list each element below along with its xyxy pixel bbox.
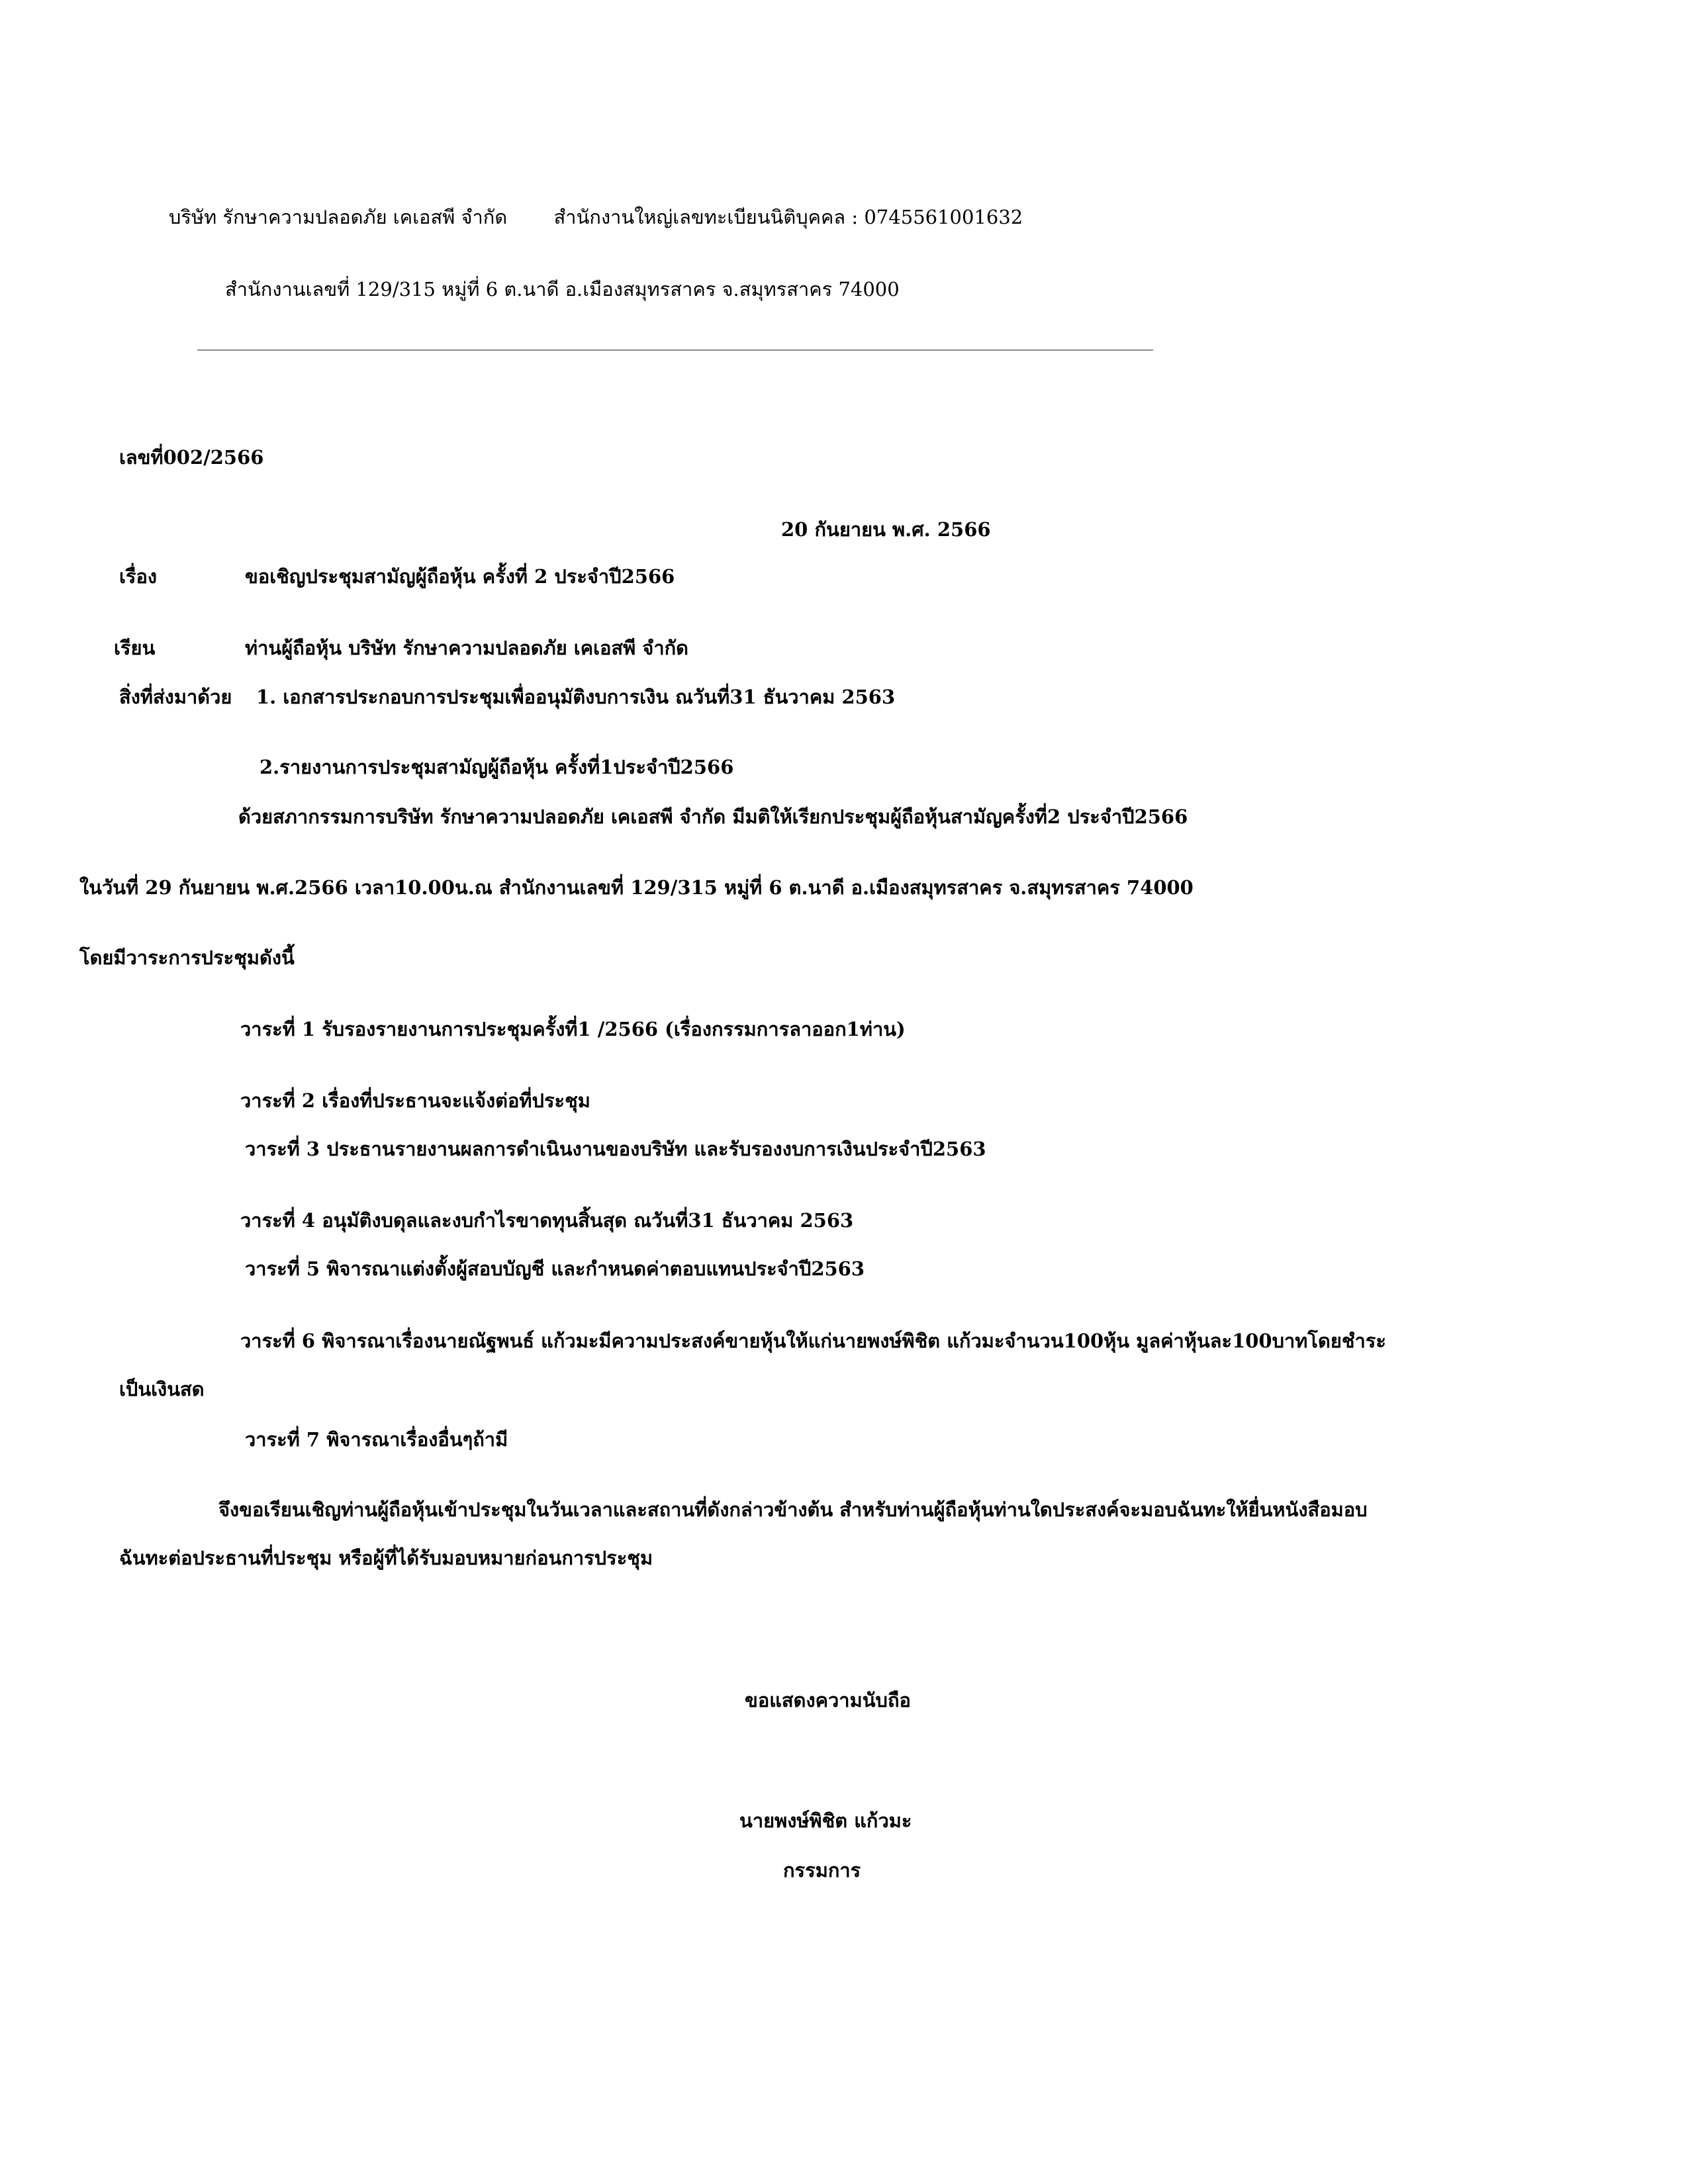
agenda-item-6: วาระที่ 6 พิจารณาเรื่องนายณัฐพนธ์ แก้วมะมีความประสงค์ขายหุ้นให้แก่นายพงษ์พิชิต แก้วมะจำนวน100หุ้น มูลค่าหุ้นละ100บาทโดยชำระ [240,1330,1386,1352]
subject-label: เรื่อง [119,565,158,588]
letter-number: เลขที่002/2566 [119,446,264,469]
agenda-item-6-continued: เป็นเงินสด [119,1378,205,1400]
agenda-item-1: วาระที่ 1 รับรองรายงานการประชุมครั้งที่1 /2566 (เรื่องกรรมการลาออก1ท่าน) [240,1018,906,1040]
closing-paragraph-line-1: จึงขอเรียนเชิญท่านผู้ถือหุ้นเข้าประชุมในวันเวลาและสถานที่ดังกล่าวข้างต้น สำหรับท่านผู้ถือหุ้นท่านใดประสงค์จะมอบฉันทะให้ยื่นหนังสือมอบ [218,1498,1368,1521]
regards-text: ขอแสดงความนับถือ [745,1689,911,1711]
company-name: บริษัท รักษาความปลอดภัย เคเอสพี จำกัด [169,206,508,228]
registration-number: สำนักงานใหญ่เลขทะเบียนนิติบุคคล : 0745561001632 [553,206,1023,228]
signatory-name: นายพงษ์พิชิต แก้วมะ [739,1809,912,1832]
closing-paragraph-line-2: ฉันทะต่อประธานที่ประชุม หรือผู้ที่ได้รับมอบหมายก่อนการประชุม [119,1547,653,1569]
enclosure-item-1: 1. เอกสารประกอบการประชุมเพื่ออนุมัติงบการเงิน ณวันที่31 ธันวาคม 2563 [256,686,896,708]
agenda-item-2: วาระที่ 2 เรื่องที่ประธานจะแจ้งต่อที่ประชุม [240,1089,590,1112]
signatory-title: กรรมการ [783,1859,861,1882]
company-address: สำนักงานเลขที่ 129/315 หมู่ที่ 6 ต.นาดี อ.เมืองสมุทรสาคร จ.สมุทรสาคร 74000 [225,278,900,300]
letterhead-line [169,208,1023,227]
enclosure-item-2: 2.รายงานการประชุมสามัญผู้ถือหุ้น ครั้งที่1ประจำปี2566 [259,756,734,778]
header-divider [197,349,1153,351]
to-label: เรียน [114,637,156,659]
letter-date: 20 กันยายน พ.ศ. 2566 [781,518,991,541]
subject-text: ขอเชิญประชุมสามัญผู้ถือหุ้น ครั้งที่ 2 ประจำปี2566 [245,565,675,588]
enclosure-label: สิ่งที่ส่งมาด้วย [119,686,232,708]
agenda-item-7: วาระที่ 7 พิจารณาเรื่องอื่นๆถ้ามี [245,1428,508,1451]
to-text: ท่านผู้ถือหุ้น บริษัท รักษาความปลอดภัย เคเอสพี จำกัด [245,637,689,659]
agenda-item-4: วาระที่ 4 อนุมัติงบดุลและงบกำไรขาดทุนสิ้นสุด ณวันที่31 ธันวาคม 2563 [240,1209,854,1232]
agenda-item-5: วาระที่ 5 พิจารณาแต่งตั้งผู้สอบบัญชี และกำหนดค่าตอบแทนประจำปี2563 [245,1257,865,1280]
intro-paragraph-line-2: ในวันที่ 29 กันยายน พ.ศ.2566 เวลา10.00น.ณ สำนักงานเลขที่ 129/315 หมู่ที่ 6 ต.นาดี อ.เมืองสมุทรสาคร จ.สมุทรสาคร 74000 [79,876,1194,899]
agenda-intro: โดยมีวาระการประชุมดังนี้ [79,946,295,969]
agenda-item-3: วาระที่ 3 ประธานรายงานผลการดำเนินงานของบริษัท และรับรองงบการเงินประจำปี2563 [245,1138,986,1160]
intro-paragraph-line-1: ด้วยสภากรรมการบริษัท รักษาความปลอดภัย เคเอสพี จำกัด มีมติให้เรียกประชุมผู้ถือหุ้นสามัญครั้งที่2 ประจำปี2566 [238,805,1188,828]
